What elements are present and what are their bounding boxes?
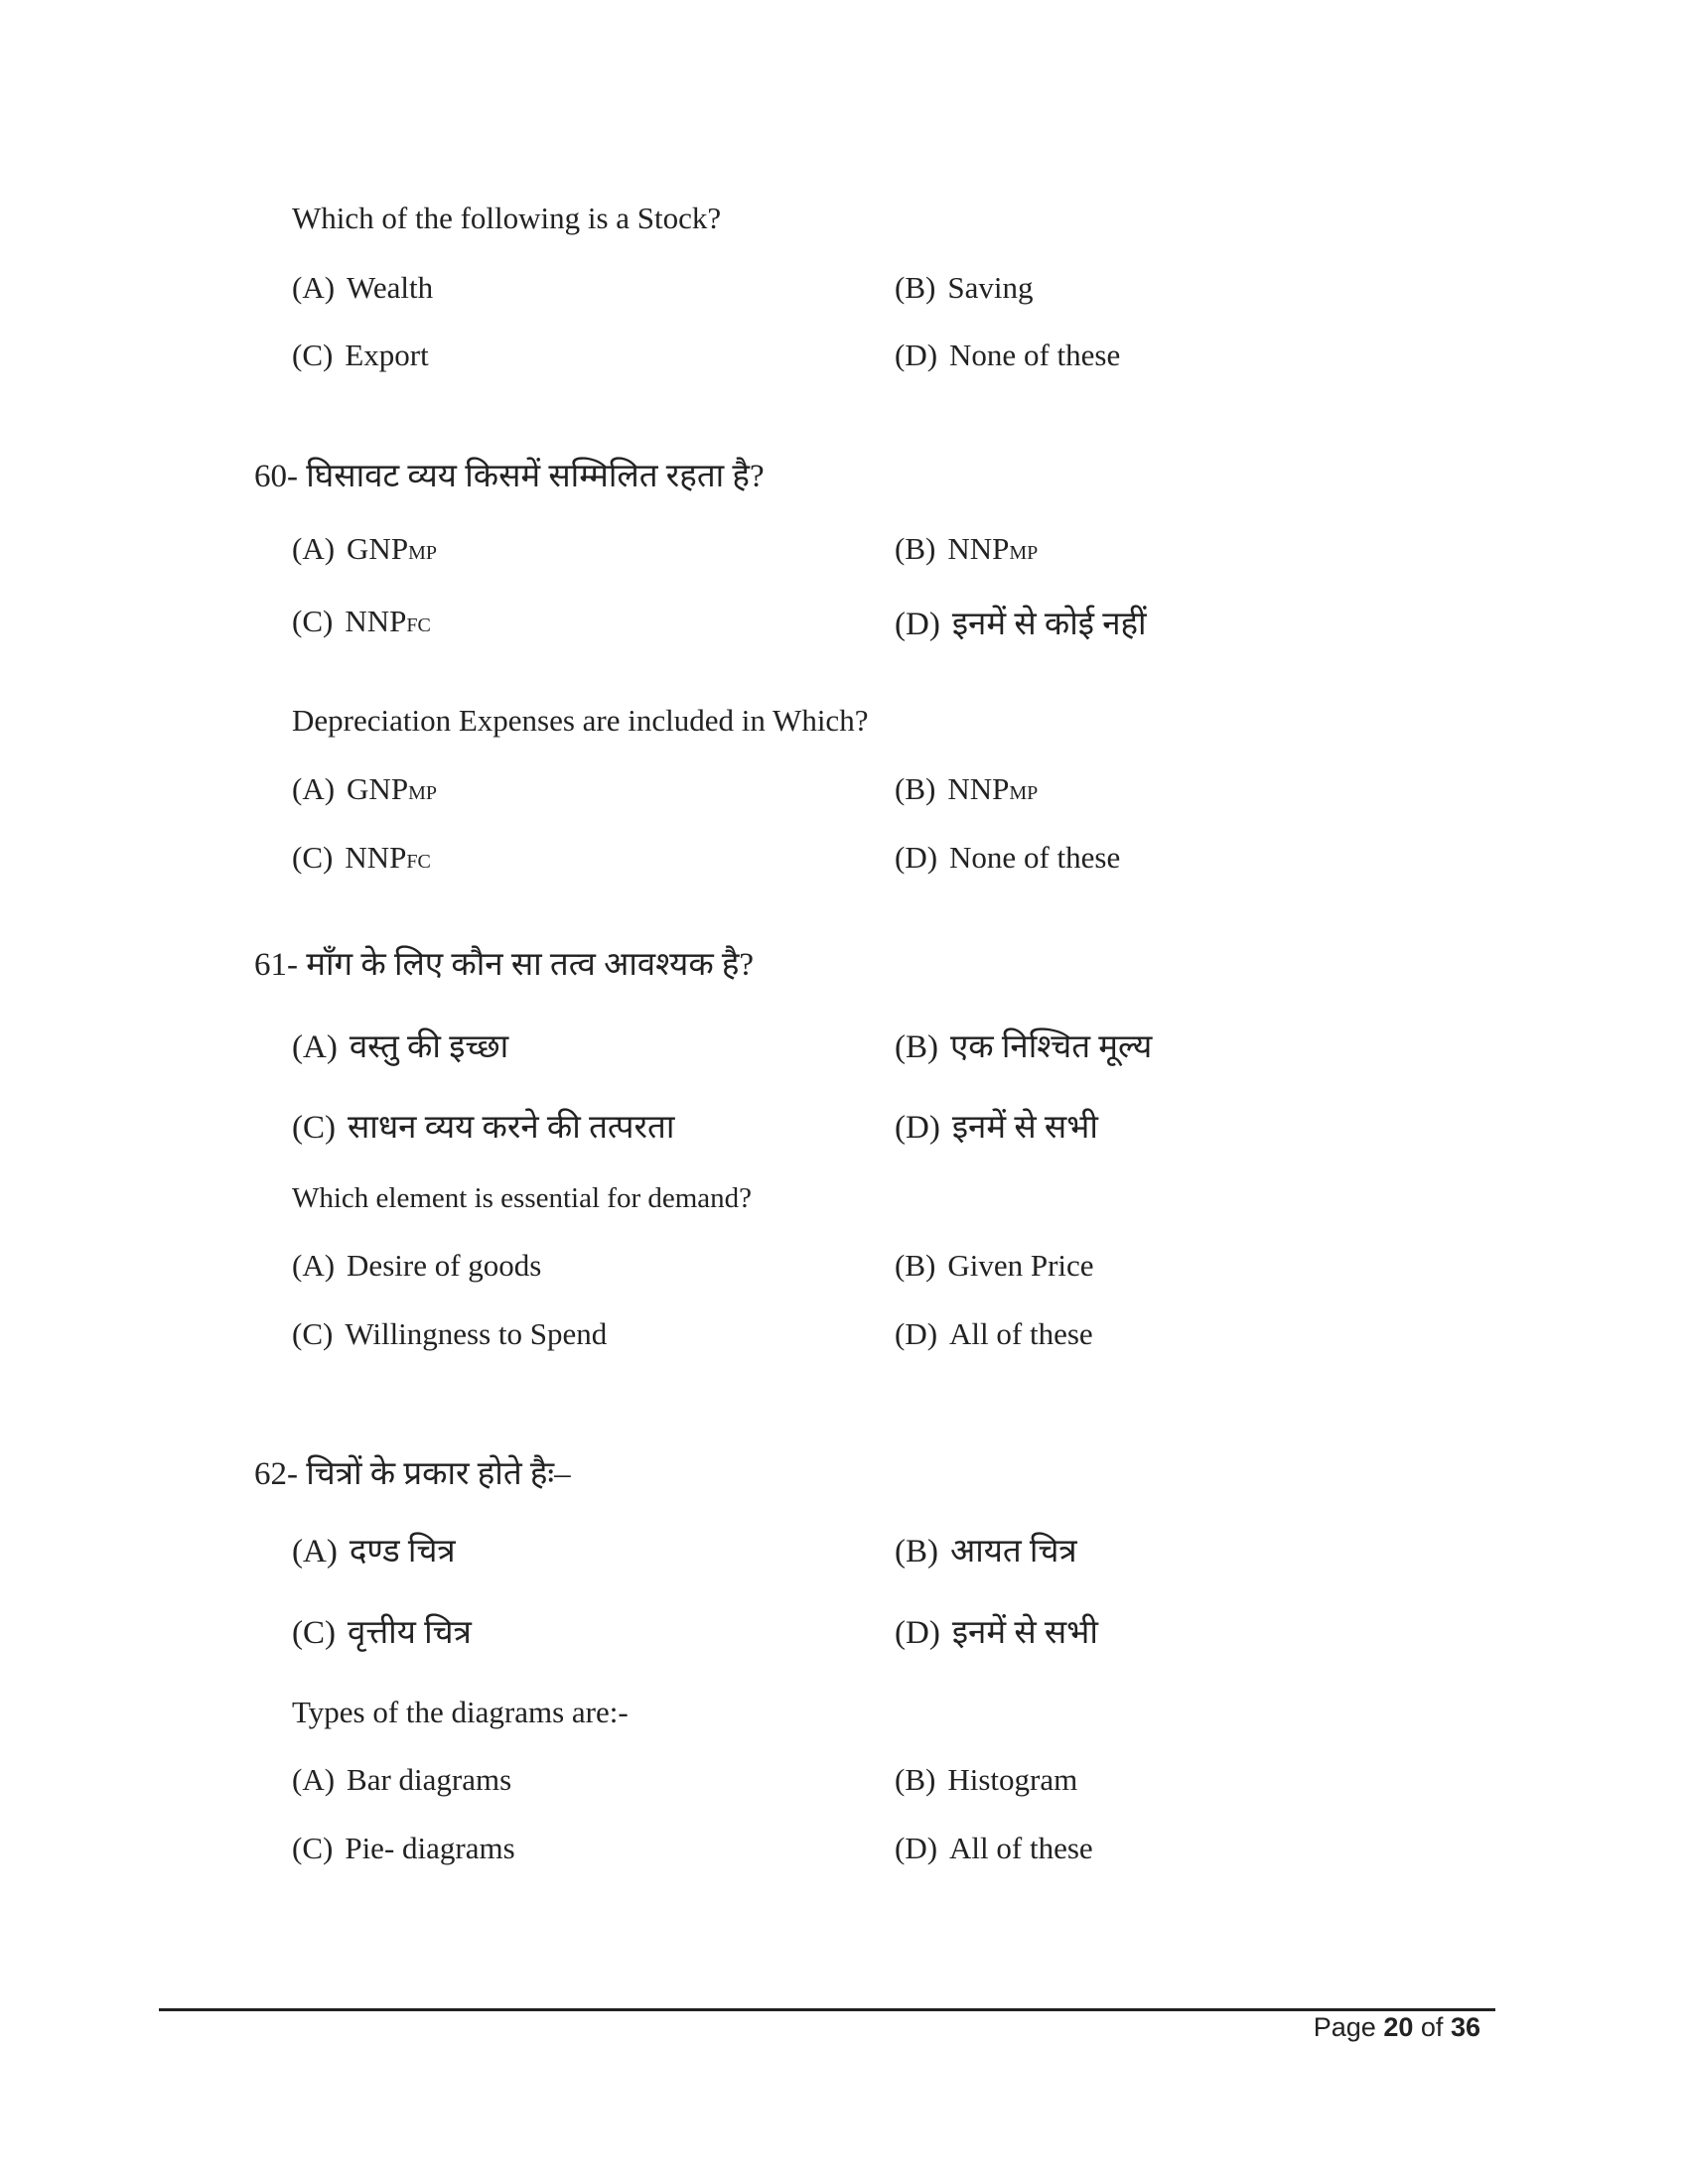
q60-hi-option-b [895, 531, 1038, 567]
q61-en-option-b [895, 1248, 1094, 1284]
option-label: (B) [895, 531, 936, 566]
question-62-english-text: Types of the diagrams are:- [292, 1695, 629, 1729]
q61-hi-option-d [895, 1103, 1098, 1148]
option-text: NNP [345, 604, 407, 638]
q61-en-option-c [292, 1316, 607, 1352]
question-61-english-text: Which element is essential for demand? [292, 1182, 753, 1214]
option-text: इनमें से सभी [951, 1615, 1098, 1651]
option-text: दण्ड चित्र [349, 1534, 456, 1570]
option-label: (C) [292, 604, 334, 638]
option-text: Histogram [947, 1762, 1078, 1797]
q62-en-option-b [895, 1762, 1077, 1798]
q60-hi-option-c [292, 604, 431, 639]
option-label: (C) [292, 1615, 336, 1651]
option-label: (C) [292, 1831, 334, 1865]
page-number [1314, 2012, 1480, 2043]
option-label: (D) [895, 1615, 940, 1651]
option-label: (B) [895, 270, 936, 305]
option-subscript: MP [1009, 542, 1039, 564]
option-text: All of these [949, 1316, 1093, 1351]
option-text: Wealth [347, 270, 434, 305]
q61-hi-option-a [292, 1023, 508, 1067]
option-text: एक निश्चित मूल्य [950, 1029, 1153, 1065]
option-subscript: MP [1009, 782, 1039, 804]
option-text: Pie- diagrams [345, 1831, 515, 1865]
option-subscript: MP [408, 782, 437, 804]
current-page: 20 [1383, 2012, 1414, 2042]
option-text: Export [345, 338, 429, 372]
q62-hi-option-d [895, 1608, 1098, 1653]
option-text: NNP [345, 840, 407, 875]
option-label: (D) [895, 607, 940, 642]
option-subscript: MP [408, 542, 437, 564]
q61-en-option-d [895, 1316, 1093, 1352]
option-text: Given Price [947, 1248, 1094, 1283]
option-text: इनमें से सभी [951, 1110, 1098, 1146]
question-61-hindi-text: 61- माँग के लिए कौन सा तत्व आवश्यक है? [254, 947, 755, 983]
option-text: GNP [347, 771, 409, 806]
question-62-hindi-text: 62- चित्रों के प्रकार होते हैः– [254, 1456, 571, 1492]
option-label: (D) [895, 1831, 938, 1865]
option-label: (D) [895, 840, 938, 875]
option-text: वृत्तीय चित्र [348, 1615, 472, 1651]
option-label: (B) [895, 1762, 936, 1797]
option-text: Desire of goods [347, 1248, 542, 1283]
option-label: (A) [292, 1248, 336, 1283]
option-text: Bar diagrams [347, 1762, 512, 1797]
question-60-english-text: Depreciation Expenses are included in Which? [292, 703, 869, 738]
q60-hi-option-d [895, 600, 1147, 644]
q59-en-option-c [292, 338, 429, 373]
option-label: (C) [292, 338, 334, 372]
option-text: Saving [947, 270, 1034, 305]
option-label: (D) [895, 1316, 938, 1351]
option-text: NNP [947, 771, 1010, 806]
q60-en-option-a [292, 771, 437, 807]
q60-hi-option-a [292, 531, 437, 567]
option-label: (A) [292, 1029, 338, 1065]
option-label: (A) [292, 1534, 338, 1570]
q61-en-option-a [292, 1248, 541, 1284]
q61-hi-option-b [895, 1023, 1152, 1067]
option-label: (B) [895, 1029, 938, 1065]
q62-en-option-d [895, 1831, 1093, 1866]
option-label: (A) [292, 531, 336, 566]
q62-en-option-a [292, 1762, 511, 1798]
footer-divider [159, 2008, 1495, 2011]
option-label: (C) [292, 840, 334, 875]
q62-hi-option-a [292, 1527, 456, 1571]
option-text: आयत चित्र [950, 1534, 1077, 1570]
option-label: (A) [292, 771, 336, 806]
question-60-hindi-text: 60- घिसावट व्यय किसमें सम्मिलित रहता है? [254, 459, 765, 494]
option-label: (D) [895, 1110, 940, 1146]
q60-en-option-b [895, 771, 1038, 807]
of-word: of [1420, 2012, 1444, 2042]
option-label: (B) [895, 771, 936, 806]
option-label: (A) [292, 1762, 336, 1797]
q59-en-option-a [292, 270, 433, 306]
option-label: (B) [895, 1248, 936, 1283]
question-59-english-text: Which of the following is a Stock? [292, 201, 722, 235]
option-label: (C) [292, 1110, 336, 1146]
option-label: (D) [895, 338, 938, 372]
option-subscript: FC [406, 614, 431, 636]
option-label: (A) [292, 270, 336, 305]
option-text: Willingness to Spend [345, 1316, 608, 1351]
page-word: Page [1313, 2012, 1376, 2042]
option-text: NNP [947, 531, 1010, 566]
q59-en-option-b [895, 270, 1033, 306]
option-subscript: FC [406, 851, 431, 873]
q60-en-option-c [292, 840, 431, 876]
option-label: (B) [895, 1534, 938, 1570]
option-label: (C) [292, 1316, 334, 1351]
q59-en-option-d [895, 338, 1120, 373]
option-text: इनमें से कोई नहीं [951, 607, 1147, 642]
q61-hi-option-c [292, 1103, 674, 1148]
option-text: वस्तु की इच्छा [349, 1029, 509, 1065]
option-text: None of these [949, 338, 1121, 372]
q60-en-option-d [895, 840, 1120, 876]
option-text: All of these [949, 1831, 1093, 1865]
q62-en-option-c [292, 1831, 515, 1866]
q62-hi-option-c [292, 1608, 472, 1653]
option-text: None of these [949, 840, 1121, 875]
q62-hi-option-b [895, 1527, 1077, 1571]
option-text: साधन व्यय करने की तत्परता [348, 1110, 675, 1146]
total-pages: 36 [1450, 2012, 1480, 2042]
option-text: GNP [347, 531, 409, 566]
